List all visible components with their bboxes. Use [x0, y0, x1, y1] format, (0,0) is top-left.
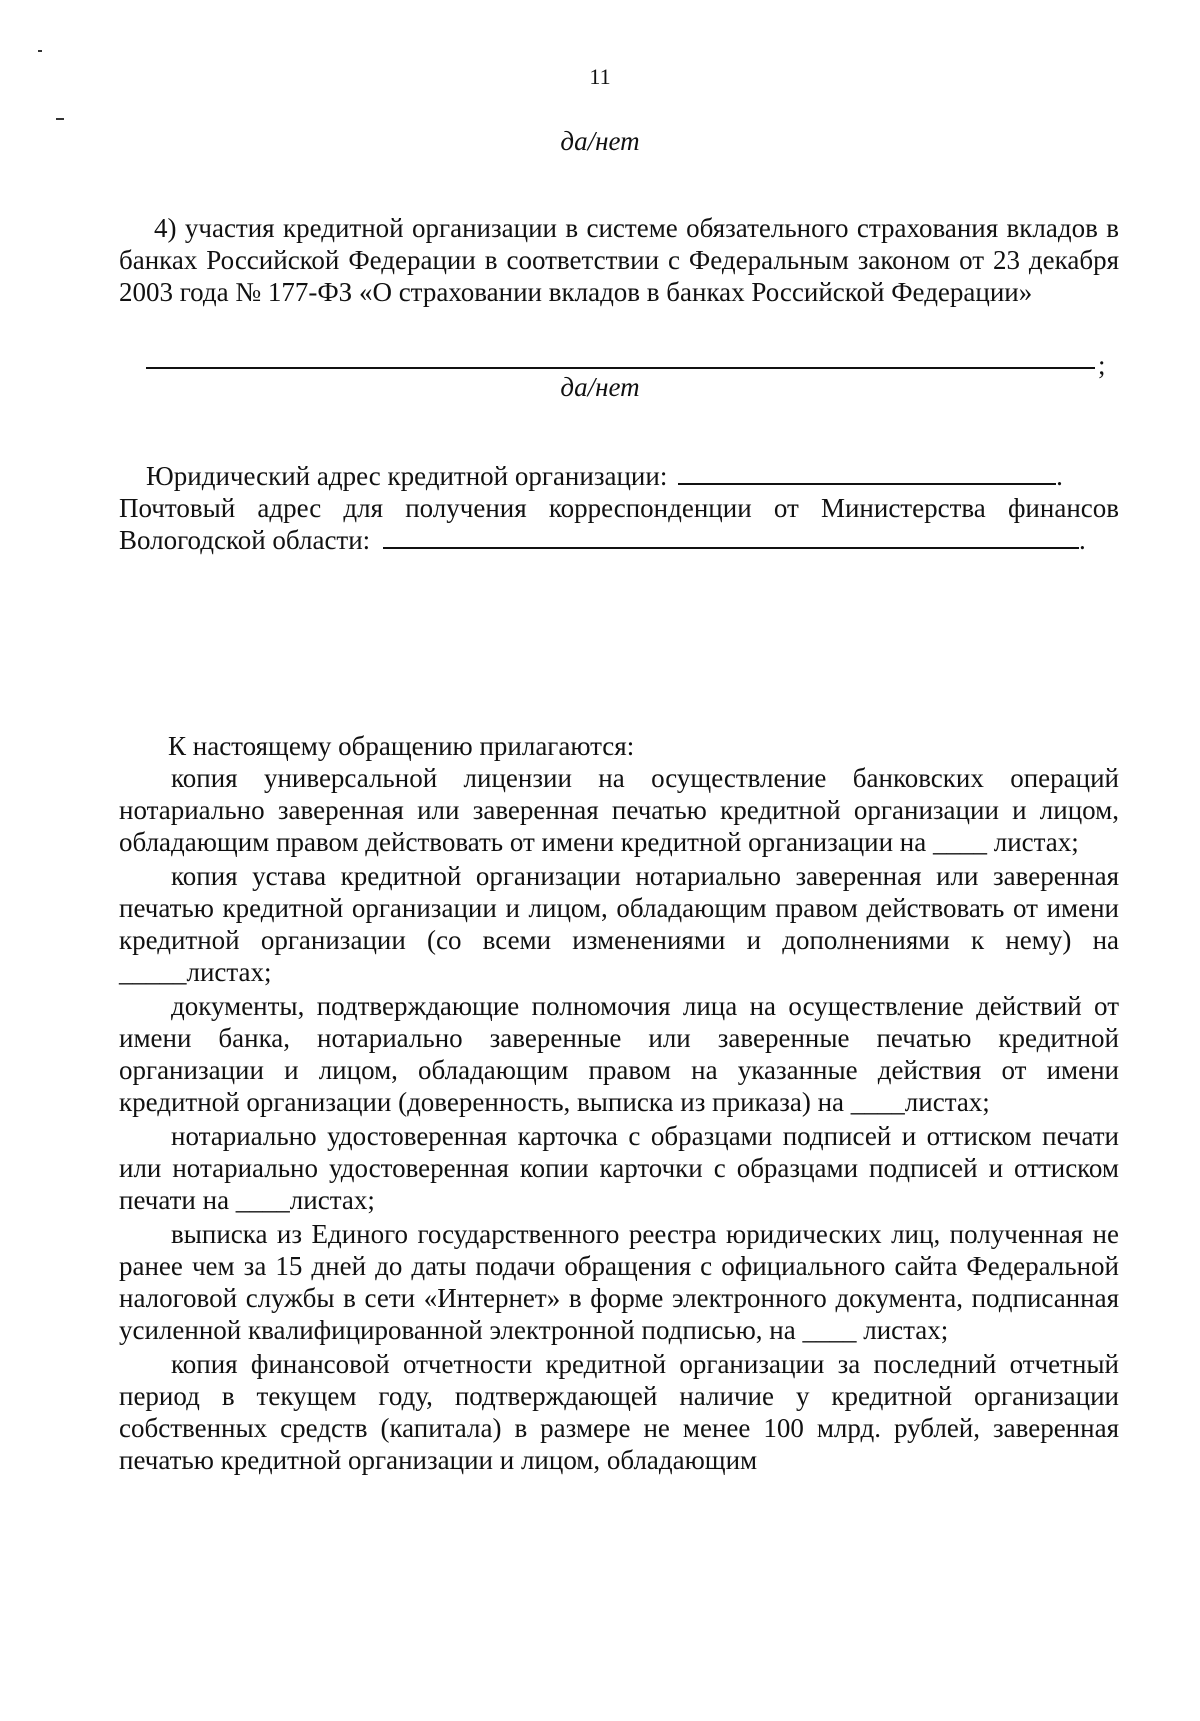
- attachments-heading: К настоящему обращению прилагаются:: [168, 731, 635, 761]
- answer-line-item-4: [146, 367, 1095, 369]
- legal-address-end: .: [1056, 461, 1063, 491]
- postal-address-row: [119, 524, 1086, 556]
- postal-address-line1: Почтовый адрес для получения корреспонденции от Министерства финансов: [119, 493, 1119, 523]
- yes-no-caption-2: да/нет: [560, 372, 640, 402]
- page-number: 11: [589, 64, 611, 89]
- yes-no-caption-1: да/нет: [560, 126, 640, 156]
- attachment-item: нотариально удостоверенная карточка с образцами подписей и оттиском печати или нотариально удостоверенная копии карточки с образцами подписей и оттиском печати на ____листах;: [119, 1121, 1119, 1215]
- attachment-item: копия устава кредитной организации нотариально заверенная или заверенная печатью кредитной организации и лицом, обладающим правом действовать от имени кредитной организации (со всеми изменениями и дополнениями к нему) на _____листах;: [119, 861, 1119, 987]
- item-4-text: 4) участия кредитной организации в системе обязательного страхования вкладов в банках Российской Федерации в соответствии с Федеральным законом от 23 декабря 2003 года № 177-ФЗ «О страховании вкладов в банках Российской Федерации»: [119, 213, 1119, 307]
- item-4-paragraph: [119, 212, 1119, 308]
- attachments-list: [119, 762, 1119, 1478]
- scan-speck: [56, 118, 64, 120]
- postal-address-end: .: [1078, 525, 1086, 555]
- postal-address-label: Вологодской области:: [119, 525, 371, 555]
- postal-address-blank: [383, 525, 1079, 549]
- attachment-item: документы, подтверждающие полномочия лица на осуществление действий от имени банка, нотариально заверенные или заверенные печатью кредитной организации и лицом, обладающим правом на указанные действия от имени кредитной организации (доверенность, выписка из приказа) на ____листах;: [119, 991, 1119, 1117]
- attachment-item: копия финансовой отчетности кредитной организации за последний отчетный период в текущем году, подтверждающей наличие у кредитной организации собственных средств (капитала) в размере не менее 100 млрд. рублей, заверенная печатью кредитной организации и лицом, обладающим: [119, 1349, 1119, 1475]
- attachment-item: выписка из Единого государственного реестра юридических лиц, полученная не ранее чем за 15 дней до даты подачи обращения с официального сайта Федеральной налоговой службы в сети «Интернет» в форме электронного документа, подписанная усиленной квалифицированной электронной подписью, на ____ листах;: [119, 1219, 1119, 1345]
- legal-address-blank: [678, 461, 1056, 485]
- attachment-item: копия универсальной лицензии на осуществление банковских операций нотариально заверенная или заверенная печатью кредитной организации и лицом, обладающим правом действовать от имени кредитной организации на ____ листах;: [119, 763, 1119, 857]
- legal-address-label: Юридический адрес кредитной организации:: [146, 461, 668, 491]
- legal-address-row: [146, 460, 1063, 492]
- scan-speck: [38, 50, 42, 52]
- answer-line-semicolon: ;: [1098, 350, 1106, 380]
